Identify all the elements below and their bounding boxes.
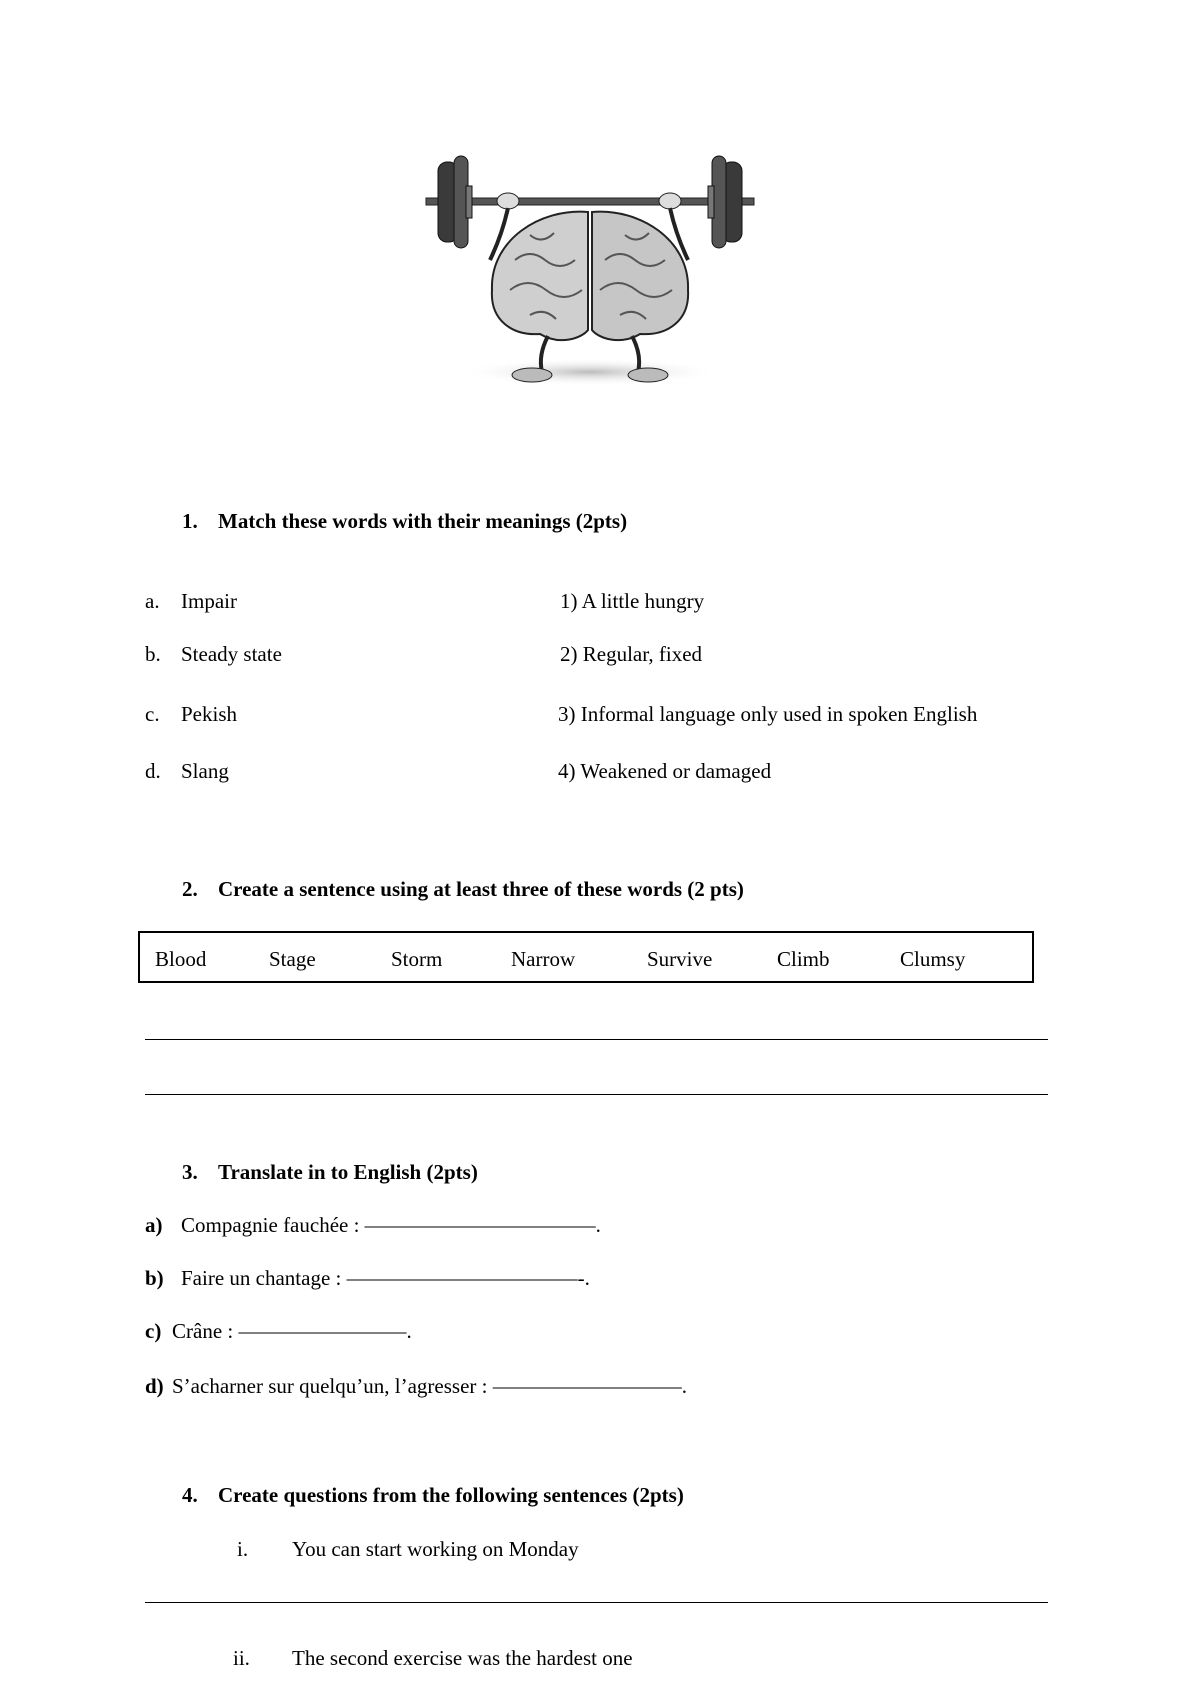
translate-marker: b) bbox=[145, 1266, 164, 1290]
match-left-marker: a. bbox=[145, 589, 160, 613]
section1-title: Match these words with their meanings (2pts) bbox=[218, 509, 628, 533]
section3-title: Translate in to English (2pts) bbox=[218, 1160, 478, 1184]
match-left-word: Impair bbox=[181, 589, 237, 613]
match-left-word: Pekish bbox=[181, 702, 238, 726]
match-left-marker: b. bbox=[145, 642, 161, 666]
translate-item: Faire un chantage : ———————————-. bbox=[181, 1266, 590, 1290]
answer-line[interactable] bbox=[145, 1602, 1048, 1603]
answer-line[interactable] bbox=[145, 1039, 1048, 1040]
answer-line[interactable] bbox=[145, 1094, 1048, 1095]
section4-number: 4. bbox=[182, 1483, 198, 1507]
word-bank-item: Narrow bbox=[511, 947, 576, 971]
match-left-word: Steady state bbox=[181, 642, 282, 666]
section4-title: Create questions from the following sentences (2pts) bbox=[218, 1483, 684, 1507]
match-right-meaning: 4) Weakened or damaged bbox=[558, 759, 772, 783]
match-left-marker: d. bbox=[145, 759, 161, 783]
match-right-meaning: 3) Informal language only used in spoken English bbox=[558, 702, 978, 726]
match-left-marker: c. bbox=[145, 702, 160, 726]
translate-item: S’acharner sur quelqu’un, l’agresser : —————————. bbox=[172, 1374, 687, 1398]
translate-marker: a) bbox=[145, 1213, 163, 1237]
match-right-meaning: 1) A little hungry bbox=[560, 589, 705, 613]
match-left-word: Slang bbox=[181, 759, 229, 783]
word-bank-box bbox=[138, 931, 1034, 983]
word-bank-item: Climb bbox=[777, 947, 830, 971]
question-marker: ii. bbox=[233, 1646, 250, 1670]
match-right-meaning: 2) Regular, fixed bbox=[560, 642, 703, 666]
translate-marker: d) bbox=[145, 1374, 164, 1398]
word-bank-item: Blood bbox=[155, 947, 207, 971]
translate-item: Crâne : ————————. bbox=[172, 1319, 412, 1343]
question-sentence: The second exercise was the hardest one bbox=[292, 1646, 633, 1670]
translate-marker: c) bbox=[145, 1319, 162, 1343]
question-marker: i. bbox=[237, 1537, 249, 1561]
section2-number: 2. bbox=[182, 877, 198, 901]
translate-item: Compagnie fauchée : ———————————. bbox=[181, 1213, 601, 1237]
section3-number: 3. bbox=[182, 1160, 198, 1184]
section2-title: Create a sentence using at least three of these words (2 pts) bbox=[218, 877, 744, 901]
word-bank-item: Survive bbox=[647, 947, 713, 971]
brain-weightlifting-illustration bbox=[420, 150, 760, 396]
section1-number: 1. bbox=[182, 509, 198, 533]
question-sentence: You can start working on Monday bbox=[292, 1537, 579, 1561]
word-bank-item: Storm bbox=[391, 947, 443, 971]
word-bank-item: Stage bbox=[269, 947, 316, 971]
word-bank-item: Clumsy bbox=[900, 947, 966, 971]
